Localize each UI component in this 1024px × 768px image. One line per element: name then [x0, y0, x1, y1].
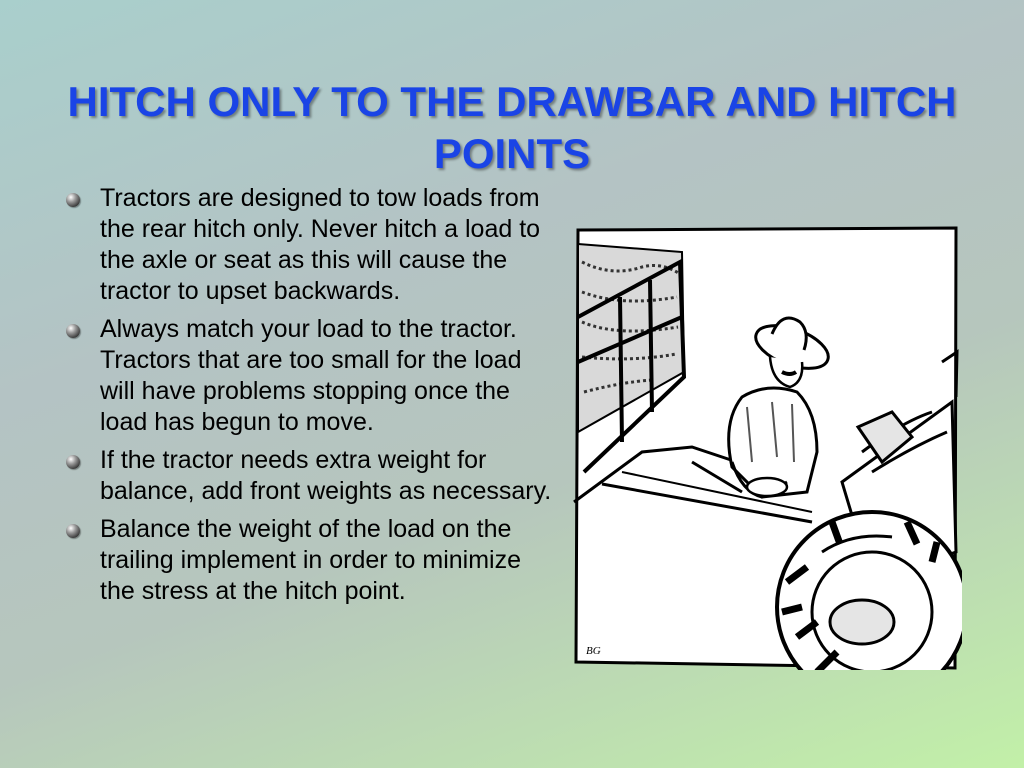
slide-title: HITCH ONLY TO THE DRAWBAR AND HITCH POINTS — [67, 78, 957, 178]
bullet-sphere-icon — [66, 324, 80, 338]
bullet-list — [66, 183, 556, 614]
tractor-hitch-illustration — [572, 222, 962, 670]
bullet-sphere-icon — [66, 193, 80, 207]
bullet-text: Tractors are designed to tow loads from the rear hitch only. Never hitch a load to the axle or seat as this will cause the tractor to upset backwards. — [100, 184, 541, 305]
bullet-item — [66, 183, 556, 307]
bullet-text: Balance the weight of the load on the trailing implement in order to minimize the stress at the hitch point. — [100, 515, 521, 605]
bullet-item — [66, 314, 556, 438]
bullet-sphere-icon — [66, 455, 80, 469]
bullet-item — [66, 445, 556, 507]
bullet-text: If the tractor needs extra weight for balance, add front weights as necessary. — [100, 446, 552, 505]
bullet-sphere-icon — [66, 524, 80, 538]
bullet-item — [66, 514, 556, 607]
bullet-text: Always match your load to the tractor. Tractors that are too small for the load will have problems stopping once the load has begun to move. — [100, 315, 522, 436]
artist-signature: BG — [586, 645, 601, 657]
